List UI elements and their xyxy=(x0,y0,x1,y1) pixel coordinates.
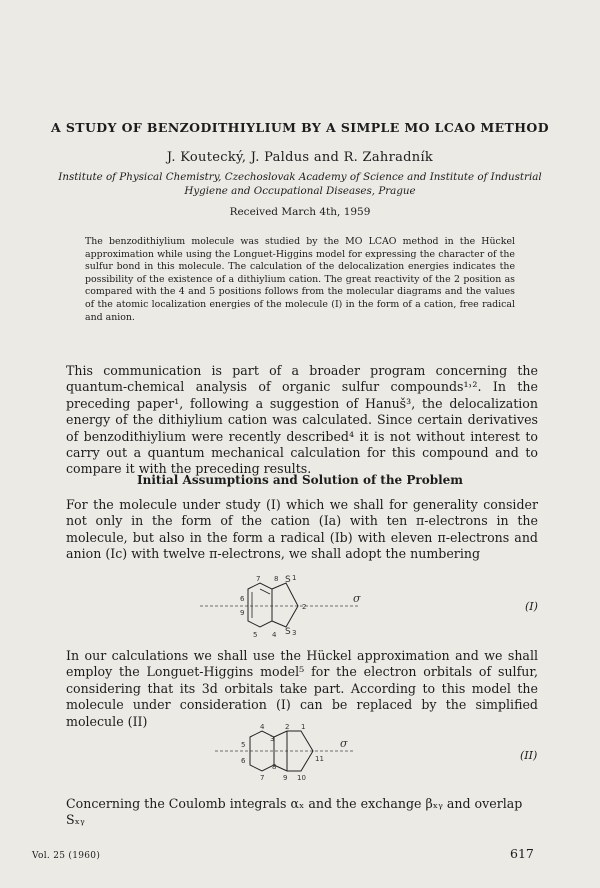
atom-label: 8 xyxy=(274,575,279,583)
volume-info: Vol. 25 (1960) xyxy=(32,851,101,861)
author-affiliation: Institute of Physical Chemistry, Czechoslovak Academy of Science and Institute of Industrial Hygiene and Occupational Diseases, Prague xyxy=(58,171,542,197)
atom-label: S xyxy=(285,575,291,585)
atom-label: 8 xyxy=(272,763,277,771)
section-heading: Initial Assumptions and Solution of the Problem xyxy=(137,473,463,487)
atom-label: 4 xyxy=(260,723,265,731)
atom-label: 5 xyxy=(253,631,258,639)
article-title: A STUDY OF BENZODITHIYLIUM BY A SIMPLE MO LCAO METHOD xyxy=(51,120,549,135)
body-paragraph-3: In our calculations we shall use the Hückel approximation and we shall employ the Longuet-Higgins model⁵ for the electron orbitals of sulfur, considering that its 3d orbitals take part. According to this model the molecule under consideration (I) can be replaced by the simplified molecule (II) xyxy=(66,648,538,729)
page-number: 617 xyxy=(510,846,534,861)
atom-label: 9 xyxy=(240,609,245,617)
atom-label: 7 xyxy=(260,774,265,782)
atom-label: 11 xyxy=(315,755,324,763)
atom-label: 10 xyxy=(297,774,306,782)
sigma-label-2: σ xyxy=(340,737,348,750)
atom-label: 1 xyxy=(292,574,297,582)
intro-paragraph: This communication is part of a broader program concerning the quantum-chemical analysis of organic sulfur compounds¹˒². In the preceding paper¹, following a suggestion of Hanuš³, the delocalization energy of the dithiylium cation was calculated. Since certain derivatives of benzodithiylium were recently described⁴ it is not without interest to carry out a quantum mechanical calculation for this compound and to compare it with the preceding results. xyxy=(66,363,538,477)
atom-label: 6 xyxy=(241,757,246,765)
atom-label: 6 xyxy=(240,595,245,603)
atom-label: 3 xyxy=(270,735,275,743)
atom-label: 3 xyxy=(292,629,297,637)
article-authors: J. Koutecký, J. Paldus and R. Zahradník xyxy=(166,150,434,165)
atom-label: 9 xyxy=(283,774,288,782)
body-paragraph-4: Concerning the Coulomb integrals αₓ and the exchange βₓᵧ and overlap Sₓᵧ xyxy=(66,796,523,828)
atom-label: 2 xyxy=(285,723,290,731)
structure-diagram-I xyxy=(200,574,560,639)
equation-label-II: (II) xyxy=(520,749,538,762)
atom-label: 4 xyxy=(272,631,277,639)
atom-label: 5 xyxy=(241,741,246,749)
atom-label: 7 xyxy=(256,575,261,583)
atom-label: S xyxy=(285,627,291,637)
abstract: The benzodithiylium molecule was studied by the MO LCAO method in the Hückel approximation while using the Longuet-Higgins model for expressing the character of the sulfur bond in this molecule. The calculation of the delocalization energies indicates the possibility of the existence of a dithiylium cation. The great reactivity of the 2 position as compared with the 4 and 5 positions follows from the molecular diagrams and the values of the atomic localization energies of the molecule (I) in the form of a cation, free radical and anion. xyxy=(85,236,515,323)
atom-label: 2 xyxy=(302,603,307,611)
sigma-label-1: σ xyxy=(353,592,361,605)
received-date: Received March 4th, 1959 xyxy=(229,206,371,218)
body-paragraph-2: For the molecule under study (I) which we shall for generality consider not only in the form of the cation (Ia) with ten π-electrons in the molecule, but also in the form a radical (Ib) with eleven π-electrons and anion (Ic) with twelve π-electrons, we shall adopt the numbering xyxy=(66,497,538,562)
atom-label: 1 xyxy=(301,723,306,731)
equation-label-I: (I) xyxy=(525,600,538,613)
